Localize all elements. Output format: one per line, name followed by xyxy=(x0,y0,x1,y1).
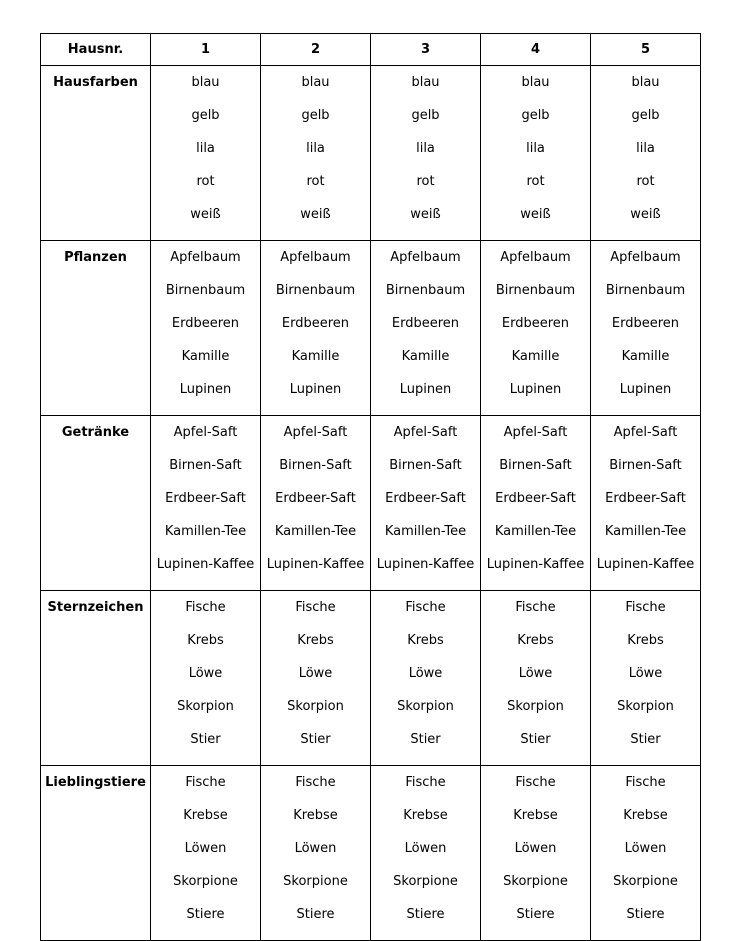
option-item[interactable]: Birnenbaum xyxy=(605,283,686,298)
option-item[interactable]: Stiere xyxy=(186,907,225,922)
option-item[interactable]: rot xyxy=(526,174,545,189)
option-list xyxy=(151,66,260,240)
option-item[interactable]: Stiere xyxy=(626,907,665,922)
option-item[interactable]: Skorpion xyxy=(177,699,234,714)
option-item[interactable]: Lupinen-Kaffee xyxy=(376,557,475,572)
option-item[interactable]: Löwen xyxy=(184,841,227,856)
option-cell xyxy=(371,66,481,241)
option-item[interactable]: Fische xyxy=(295,600,336,615)
category-label: Lieblingstiere xyxy=(45,775,146,790)
option-list xyxy=(371,66,480,240)
option-list xyxy=(261,241,370,415)
option-item[interactable]: Lupinen-Kaffee xyxy=(486,557,585,572)
option-cell xyxy=(261,591,371,766)
option-item[interactable]: Lupinen xyxy=(619,382,672,397)
option-item[interactable]: Skorpion xyxy=(507,699,564,714)
category-label: Pflanzen xyxy=(64,250,127,265)
option-item[interactable]: Apfelbaum xyxy=(500,250,571,265)
option-item[interactable]: Kamille xyxy=(181,349,230,364)
option-item[interactable]: Kamillen-Tee xyxy=(384,524,467,539)
option-item[interactable]: Fische xyxy=(405,775,446,790)
option-list xyxy=(591,241,700,415)
option-list xyxy=(591,66,700,240)
option-item[interactable]: gelb xyxy=(411,108,440,123)
puzzle-grid-table xyxy=(40,33,701,941)
option-item[interactable]: Lupinen-Kaffee xyxy=(596,557,695,572)
option-item[interactable]: Stier xyxy=(630,732,661,747)
option-item[interactable]: blau xyxy=(631,75,660,90)
option-item[interactable]: Birnenbaum xyxy=(495,283,576,298)
option-item[interactable]: weiß xyxy=(410,207,441,222)
option-list xyxy=(481,591,590,765)
option-item[interactable]: Löwen xyxy=(404,841,447,856)
option-item[interactable]: Stiere xyxy=(516,907,555,922)
option-cell xyxy=(371,241,481,416)
logic-puzzle-sheet xyxy=(40,33,701,941)
option-item[interactable]: Birnenbaum xyxy=(275,283,356,298)
option-item[interactable]: Apfel-Saft xyxy=(393,425,458,440)
option-item[interactable]: Kamillen-Tee xyxy=(494,524,577,539)
category-row xyxy=(41,766,701,941)
option-item[interactable]: Apfel-Saft xyxy=(503,425,568,440)
option-item[interactable]: blau xyxy=(191,75,220,90)
option-cell xyxy=(481,766,591,941)
option-item[interactable]: Apfel-Saft xyxy=(283,425,348,440)
option-item[interactable]: Birnen-Saft xyxy=(609,458,682,473)
option-item[interactable]: Lupinen xyxy=(179,382,232,397)
option-cell xyxy=(151,766,261,941)
option-item[interactable]: Fische xyxy=(185,775,226,790)
option-cell xyxy=(151,66,261,241)
option-item[interactable]: Krebse xyxy=(403,808,448,823)
option-item[interactable]: Erdbeeren xyxy=(391,316,460,331)
header-cell-house-4: 4 xyxy=(481,34,591,66)
option-cell xyxy=(371,766,481,941)
option-item[interactable]: Lupinen xyxy=(509,382,562,397)
option-item[interactable]: Skorpion xyxy=(617,699,674,714)
option-item[interactable]: rot xyxy=(636,174,655,189)
option-list xyxy=(151,766,260,940)
option-item[interactable]: Löwe xyxy=(298,666,333,681)
option-item[interactable]: rot xyxy=(306,174,325,189)
option-list xyxy=(151,241,260,415)
option-cell xyxy=(151,241,261,416)
option-item[interactable]: Löwen xyxy=(624,841,667,856)
option-item[interactable]: lila xyxy=(526,141,545,156)
option-item[interactable]: Fische xyxy=(185,600,226,615)
option-item[interactable]: Fische xyxy=(515,600,556,615)
option-item[interactable]: Erdbeeren xyxy=(281,316,350,331)
option-list xyxy=(261,591,370,765)
option-item[interactable]: Erdbeer-Saft xyxy=(275,491,356,506)
option-cell xyxy=(261,766,371,941)
option-item[interactable]: Krebs xyxy=(407,633,444,648)
category-label-cell xyxy=(41,766,151,941)
option-item[interactable]: Krebs xyxy=(627,633,664,648)
option-item[interactable]: Skorpione xyxy=(393,874,458,889)
option-item[interactable]: Erdbeer-Saft xyxy=(495,491,576,506)
option-item[interactable]: Lupinen-Kaffee xyxy=(266,557,365,572)
option-item[interactable]: Apfelbaum xyxy=(390,250,461,265)
option-item[interactable]: Kamille xyxy=(401,349,450,364)
option-list xyxy=(371,766,480,940)
option-item[interactable]: Krebse xyxy=(183,808,228,823)
category-row xyxy=(41,416,701,591)
header-row xyxy=(41,34,701,66)
option-item[interactable]: Stier xyxy=(190,732,221,747)
option-list xyxy=(481,66,590,240)
option-item[interactable]: Birnen-Saft xyxy=(389,458,462,473)
option-list xyxy=(151,591,260,765)
option-list xyxy=(151,416,260,590)
option-item[interactable]: Birnen-Saft xyxy=(499,458,572,473)
option-cell xyxy=(481,241,591,416)
option-item[interactable]: Kamille xyxy=(621,349,670,364)
option-item[interactable]: lila xyxy=(636,141,655,156)
option-item[interactable]: Stier xyxy=(300,732,331,747)
option-item[interactable]: Erdbeeren xyxy=(171,316,240,331)
option-cell xyxy=(591,416,701,591)
option-item[interactable]: Kamille xyxy=(511,349,560,364)
option-item[interactable]: Skorpione xyxy=(613,874,678,889)
option-list xyxy=(261,66,370,240)
option-item[interactable]: gelb xyxy=(191,108,220,123)
option-cell xyxy=(151,591,261,766)
option-item[interactable]: Apfelbaum xyxy=(280,250,351,265)
header-cell-house-1: 1 xyxy=(151,34,261,66)
option-item[interactable]: Fische xyxy=(625,775,666,790)
option-item[interactable]: Skorpione xyxy=(173,874,238,889)
option-item[interactable]: Kamillen-Tee xyxy=(604,524,687,539)
option-cell xyxy=(261,416,371,591)
option-item[interactable]: Krebse xyxy=(293,808,338,823)
option-cell xyxy=(261,241,371,416)
option-item[interactable]: Krebse xyxy=(623,808,668,823)
option-list xyxy=(481,241,590,415)
option-item[interactable]: Erdbeer-Saft xyxy=(385,491,466,506)
option-cell xyxy=(481,591,591,766)
option-list xyxy=(371,591,480,765)
option-item[interactable]: rot xyxy=(196,174,215,189)
category-label-cell xyxy=(41,591,151,766)
option-item[interactable]: weiß xyxy=(630,207,661,222)
category-label: Hausfarben xyxy=(53,75,138,90)
category-label: Getränke xyxy=(61,425,130,440)
option-item[interactable]: Lupinen-Kaffee xyxy=(156,557,255,572)
option-item[interactable]: gelb xyxy=(631,108,660,123)
option-item[interactable]: Apfelbaum xyxy=(610,250,681,265)
header-cell-house-5: 5 xyxy=(591,34,701,66)
option-list xyxy=(261,416,370,590)
option-cell xyxy=(261,66,371,241)
option-item[interactable]: Fische xyxy=(295,775,336,790)
category-label-cell xyxy=(41,416,151,591)
option-list xyxy=(591,416,700,590)
option-list xyxy=(591,766,700,940)
option-list xyxy=(481,416,590,590)
option-item[interactable]: Löwe xyxy=(188,666,223,681)
option-item[interactable]: Birnen-Saft xyxy=(279,458,352,473)
option-item[interactable]: Fische xyxy=(625,600,666,615)
option-item[interactable]: Birnenbaum xyxy=(165,283,246,298)
option-item[interactable]: Erdbeer-Saft xyxy=(605,491,686,506)
option-item[interactable]: Krebse xyxy=(513,808,558,823)
option-item[interactable]: gelb xyxy=(301,108,330,123)
option-item[interactable]: blau xyxy=(411,75,440,90)
category-label-cell xyxy=(41,66,151,241)
option-item[interactable]: blau xyxy=(301,75,330,90)
option-item[interactable]: Löwe xyxy=(518,666,553,681)
option-item[interactable]: Kamille xyxy=(291,349,340,364)
option-cell xyxy=(481,416,591,591)
option-item[interactable]: Lupinen xyxy=(289,382,342,397)
category-row xyxy=(41,241,701,416)
option-item[interactable]: Birnenbaum xyxy=(385,283,466,298)
option-item[interactable]: gelb xyxy=(521,108,550,123)
option-cell xyxy=(481,66,591,241)
option-item[interactable]: Stiere xyxy=(406,907,445,922)
option-item[interactable]: Stiere xyxy=(296,907,335,922)
option-item[interactable]: Erdbeeren xyxy=(501,316,570,331)
option-item[interactable]: Löwen xyxy=(514,841,557,856)
option-item[interactable]: Fische xyxy=(405,600,446,615)
option-item[interactable]: Apfel-Saft xyxy=(173,425,238,440)
option-item[interactable]: weiß xyxy=(520,207,551,222)
option-item[interactable]: Lupinen xyxy=(399,382,452,397)
category-label: Sternzeichen xyxy=(47,600,144,615)
option-item[interactable]: Apfelbaum xyxy=(170,250,241,265)
option-item[interactable]: Erdbeer-Saft xyxy=(165,491,246,506)
option-item[interactable]: Kamillen-Tee xyxy=(164,524,247,539)
header-cell-house-2: 2 xyxy=(261,34,371,66)
option-item[interactable]: Skorpion xyxy=(397,699,454,714)
option-cell xyxy=(151,416,261,591)
option-item[interactable]: Birnen-Saft xyxy=(169,458,242,473)
option-cell xyxy=(591,591,701,766)
option-item[interactable]: Löwe xyxy=(628,666,663,681)
option-item[interactable]: Skorpione xyxy=(503,874,568,889)
option-item[interactable]: rot xyxy=(416,174,435,189)
option-item[interactable]: blau xyxy=(521,75,550,90)
option-item[interactable]: Fische xyxy=(515,775,556,790)
option-item[interactable]: lila xyxy=(416,141,435,156)
option-item[interactable]: lila xyxy=(196,141,215,156)
category-label-cell xyxy=(41,241,151,416)
option-list xyxy=(371,241,480,415)
option-cell xyxy=(371,416,481,591)
option-item[interactable]: Krebs xyxy=(517,633,554,648)
option-item[interactable]: Löwen xyxy=(294,841,337,856)
category-row xyxy=(41,66,701,241)
option-list xyxy=(591,591,700,765)
option-cell xyxy=(371,591,481,766)
option-item[interactable]: Stier xyxy=(410,732,441,747)
option-item[interactable]: Apfel-Saft xyxy=(613,425,678,440)
option-item[interactable]: weiß xyxy=(300,207,331,222)
option-item[interactable]: Kamillen-Tee xyxy=(274,524,357,539)
option-item[interactable]: Löwe xyxy=(408,666,443,681)
option-cell xyxy=(591,766,701,941)
option-list xyxy=(481,766,590,940)
option-item[interactable]: lila xyxy=(306,141,325,156)
option-cell xyxy=(591,241,701,416)
header-cell-house-3: 3 xyxy=(371,34,481,66)
option-cell xyxy=(591,66,701,241)
header-cell-hausnr: Hausnr. xyxy=(41,34,151,66)
option-item[interactable]: Krebs xyxy=(187,633,224,648)
option-item[interactable]: Stier xyxy=(520,732,551,747)
grid-body xyxy=(41,66,701,941)
option-list xyxy=(261,766,370,940)
option-item[interactable]: Erdbeeren xyxy=(611,316,680,331)
option-item[interactable]: weiß xyxy=(190,207,221,222)
option-item[interactable]: Skorpion xyxy=(287,699,344,714)
option-list xyxy=(371,416,480,590)
category-row xyxy=(41,591,701,766)
option-item[interactable]: Krebs xyxy=(297,633,334,648)
option-item[interactable]: Skorpione xyxy=(283,874,348,889)
